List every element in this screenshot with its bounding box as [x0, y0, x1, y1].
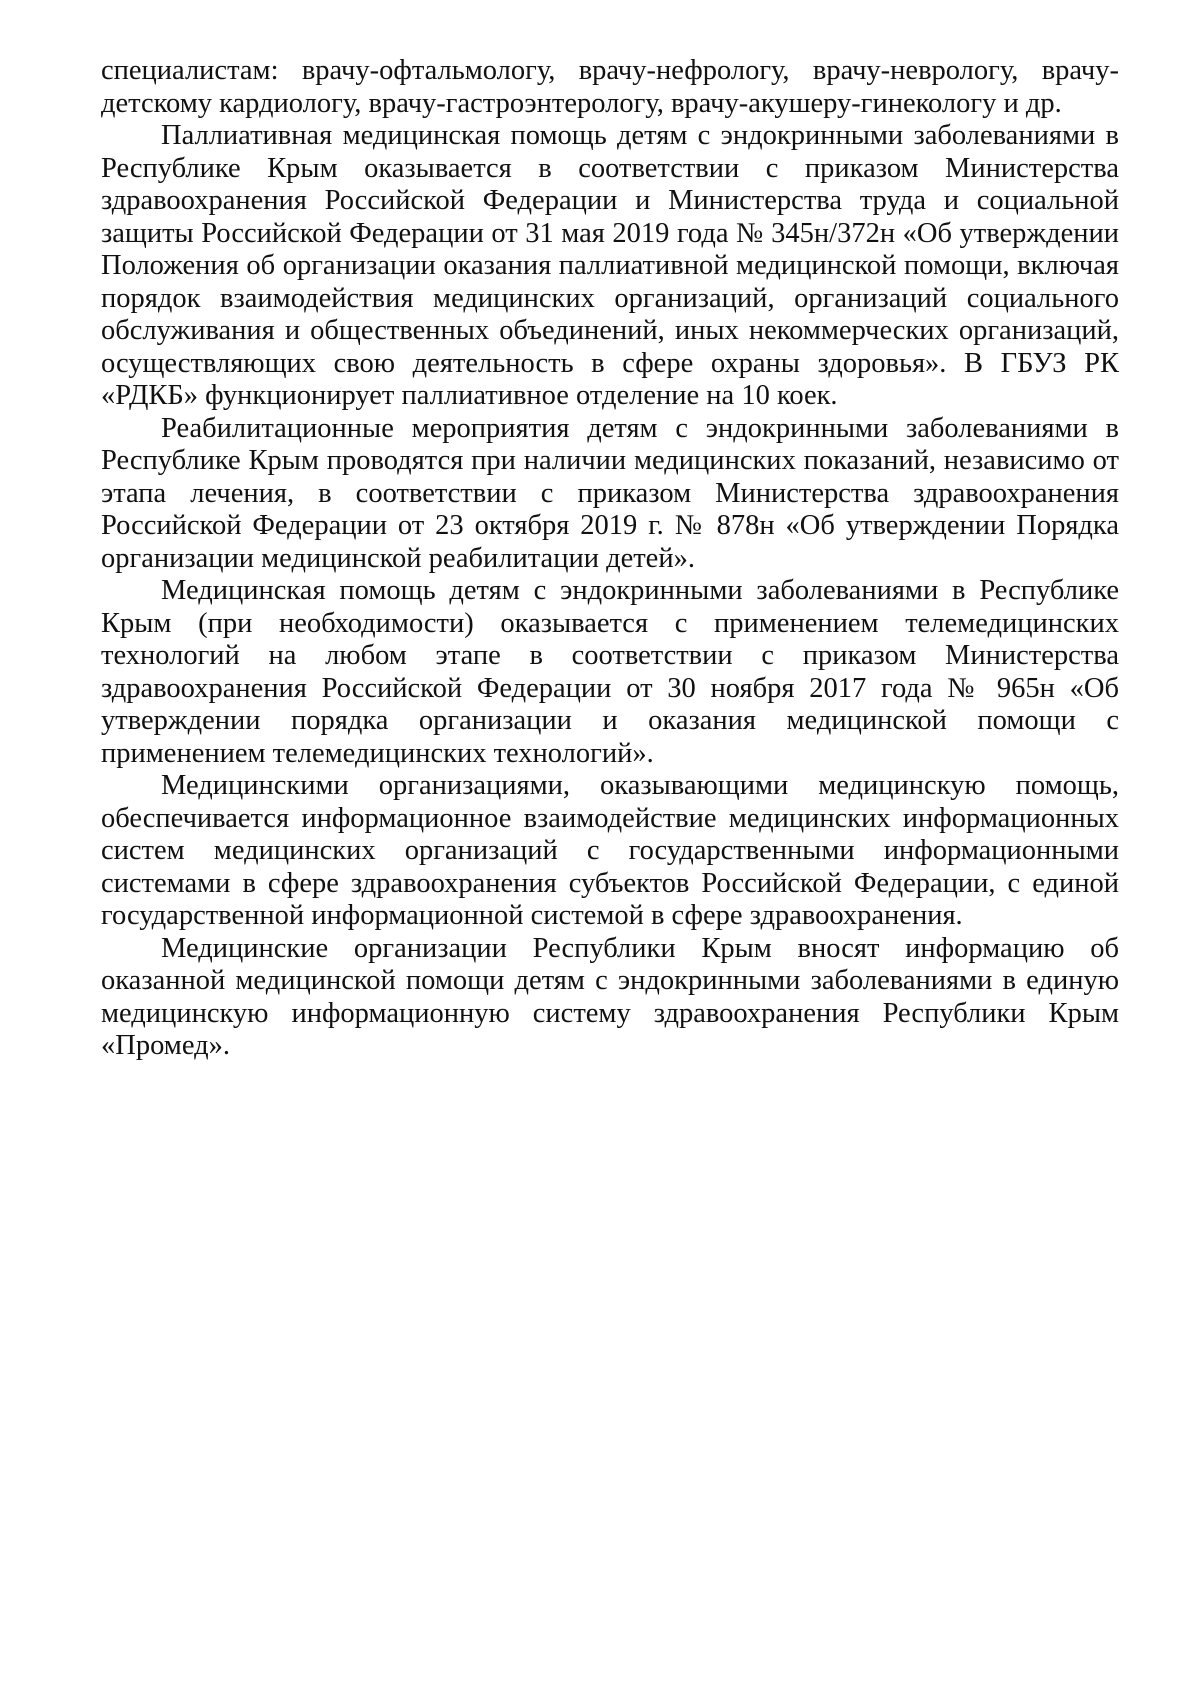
paragraph-telemedicine: Медицинская помощь детям с эндокринными заболеваниями в Республике Крым (при необходимости) оказывается с применением телемедицинских технологий на любом этапе в соответствии с приказом Министерства здравоохранения Российской Федерации от 30 ноября 2017 года № 965н «Об утверждении порядка организации и оказания медицинской помощи с применением телемедицинских технологий».	[101, 575, 1119, 769]
paragraph-rehabilitation: Реабилитационные мероприятия детям с эндокринными заболеваниями в Республике Крым проводятся при наличии медицинских показаний, независимо от этапа лечения, в соответствии с приказом Министерства здравоохранения Российской Федерации от 23 октября 2019 г. № 878н «Об утверждении Порядка организации медицинской реабилитации детей».	[101, 412, 1119, 574]
document-body	[101, 55, 1119, 1063]
paragraph-palliative-care: Паллиативная медицинская помощь детям с эндокринными заболеваниями в Республике Крым оказывается в соответствии с приказом Министерства здравоохранения Российской Федерации и Министерства труда и социальной защиты Российской Федерации от 31 мая 2019 года № 345н/372н «Об утверждении Положения об организации оказания паллиативной медицинской помощи, включая порядок взаимодействия медицинских организаций, организаций социального обслуживания и общественных объединений, иных некоммерческих организаций, осуществляющих свою деятельность в сфере охраны здоровья». В ГБУЗ РК «РДКБ» функционирует паллиативное отделение на 10 коек.	[101, 120, 1119, 411]
paragraph-information-systems: Медицинскими организациями, оказывающими медицинскую помощь, обеспечивается информационное взаимодействие медицинских информационных систем медицинских организаций с государственными информационными системами в сфере здравоохранения субъектов Российской Федерации, с единой государственной информационной системой в сфере здравоохранения.	[101, 770, 1119, 931]
paragraph-specialists-continuation: специалистам: врачу-офтальмологу, врачу-нефрологу, врачу-неврологу, врачу-детскому кардиологу, врачу-гастроэнтерологу, врачу-акушеру-гинекологу и др.	[101, 55, 1119, 119]
paragraph-promed: Медицинские организации Республики Крым вносят информацию об оказанной медицинской помощи детям с эндокринными заболеваниями в единую медицинскую информационную систему здравоохранения Республики Крым «Промед».	[101, 932, 1119, 1061]
